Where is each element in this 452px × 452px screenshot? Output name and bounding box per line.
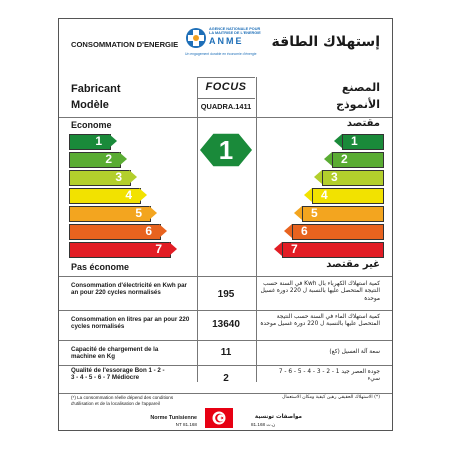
center-column <box>197 77 257 382</box>
class-bar-left-label: 7 <box>155 242 162 256</box>
modele-value: QUADRA.1411 <box>200 102 252 111</box>
divider <box>59 365 392 366</box>
spec-capacity-ar: سعة آلة الغسيل (كغ) <box>329 349 380 355</box>
fabricant-value: FOCUS <box>205 81 247 93</box>
class-arrow-left-1 <box>109 134 117 148</box>
class-bar-right-label: 6 <box>301 224 308 238</box>
divider <box>197 98 255 99</box>
energy-label <box>58 18 393 431</box>
class-arrow-left-5 <box>149 206 157 220</box>
modele-label-fr: Modèle <box>71 99 109 111</box>
class-arrow-right-3 <box>314 170 322 184</box>
class-bar-right-label: 3 <box>331 170 338 184</box>
agency-tagline: Un engagement durable en économie d'énergie <box>185 52 257 56</box>
class-arrow-left-4 <box>139 188 147 202</box>
class-bar-right-label: 2 <box>341 152 348 166</box>
title-fr: CONSOMMATION D'ENERGIE <box>71 40 179 49</box>
spec-spin-value: 2 <box>223 373 229 384</box>
class-arrow-right-4 <box>304 188 312 202</box>
spec-capacity-fr: Capacité de chargement de la machine en Kg <box>71 346 159 361</box>
class-bar-right-3 <box>322 170 384 186</box>
class-bar-right-1 <box>342 134 384 150</box>
fabricant-label-ar: المصنع <box>341 81 380 94</box>
norm-ar: مواصفات تونسية <box>254 414 302 420</box>
center-top-line <box>197 77 255 78</box>
class-bar-right-4 <box>312 188 384 204</box>
spec-electricity-fr: Consommation d'électricité en Kwh par an pour 220 cycles normalisés <box>71 282 187 297</box>
title-ar: إستهلاك الطاقة <box>271 34 380 50</box>
class-arrow-right-5 <box>294 206 302 220</box>
pas-econome-ar: غير مقتصد <box>326 259 380 270</box>
agency-name: ANME <box>209 35 244 46</box>
class-arrow-left-7 <box>169 242 177 256</box>
class-bar-right-label: 7 <box>291 242 298 256</box>
spec-water-ar: كمية استهلاك الماء في السنة حسب النتيجة المتحصل عليها بالنسبة ل 220 دورة غسيل موحدة <box>260 314 380 328</box>
class-arrow-left-3 <box>129 170 137 184</box>
class-bar-left-label: 1 <box>95 134 102 148</box>
divider <box>59 310 392 311</box>
class-bar-right-2 <box>332 152 384 168</box>
divider <box>59 340 392 341</box>
class-bar-left-label: 4 <box>125 188 132 202</box>
class-bar-left-7 <box>69 242 171 258</box>
class-bar-left-6 <box>69 224 161 240</box>
class-bar-left-label: 3 <box>115 170 122 184</box>
divider-footer-top <box>59 393 392 394</box>
econome-fr: Econome <box>71 120 112 130</box>
spec-water-value: 13640 <box>212 319 240 330</box>
class-bar-left-2 <box>69 152 121 168</box>
class-bar-right-6 <box>292 224 384 240</box>
spec-water-fr: Consommation en litres par an pour 220 cycles normalisés <box>71 316 190 331</box>
class-bar-right-label: 4 <box>321 188 328 202</box>
class-bar-left-label: 6 <box>145 224 152 238</box>
class-bar-right-7 <box>282 242 384 258</box>
divider-scale-top <box>59 117 392 118</box>
econome-ar: مقتصد <box>346 118 380 129</box>
modele-label-ar: الأنموذج <box>336 98 380 111</box>
class-bar-left-3 <box>69 170 131 186</box>
class-arrow-left-6 <box>159 224 167 238</box>
divider-specs-top <box>59 276 392 277</box>
class-arrow-right-7 <box>274 242 282 256</box>
class-arrow-right-6 <box>284 224 292 238</box>
class-bar-right-5 <box>302 206 384 222</box>
spec-spin-fr: Qualité de l'essorage Bon 1 - 2 - 3 - 4 - 5 - 6 - 7 Médiocre <box>71 367 165 382</box>
pas-econome-fr: Pas économe <box>71 262 130 272</box>
spec-spin-ar: جودة العصر جيد 1 - 2 - 3 - 4 - 5 - 6 - 7 سيء <box>278 369 380 383</box>
norm-code-ar: 81.168 ن.ت <box>251 422 276 427</box>
agency-line2: LA MAITRISE DE L'ENERGIE <box>209 31 261 36</box>
spec-electricity-value: 195 <box>217 289 235 300</box>
agency-line1: AGENCE NATIONALE POUR <box>209 27 261 31</box>
class-bar-left-1 <box>69 134 111 150</box>
class-bar-left-4 <box>69 188 141 204</box>
note-ar: (*) الاستهلاك الحقيقي رهين كيفية ومكان الاستعمال <box>282 395 380 400</box>
spec-capacity-value: 11 <box>220 347 232 358</box>
tunisia-flag-icon <box>205 408 233 428</box>
spec-electricity-ar: كمية استهلاك الكهرباء بال Kwh في السنة حسب النتيجة المتحصل عليها بالنسبة ل 220 دورة غسيل موحدة <box>260 281 380 302</box>
class-bar-right-label: 5 <box>311 206 318 220</box>
anme-logo-icon <box>185 27 207 49</box>
class-arrow-right-2 <box>324 152 332 166</box>
class-bar-right-label: 1 <box>351 134 358 148</box>
note-fr: (*) La consommation réelle dépend des conditions d'utilisation et de la localisation de l'appareil <box>71 395 174 406</box>
class-bar-left-label: 5 <box>135 206 142 220</box>
class-arrow-right-1 <box>334 134 342 148</box>
fabricant-label-fr: Fabricant <box>71 83 121 95</box>
norm-code-fr: NT 81.168 <box>175 422 197 427</box>
norm-fr: Norme Tunisienne <box>150 415 197 421</box>
class-arrow-left-2 <box>119 152 127 166</box>
class-bar-left-label: 2 <box>105 152 112 166</box>
class-bar-left-5 <box>69 206 151 222</box>
agency-block <box>209 27 269 46</box>
rating-value: 1 <box>218 135 234 165</box>
